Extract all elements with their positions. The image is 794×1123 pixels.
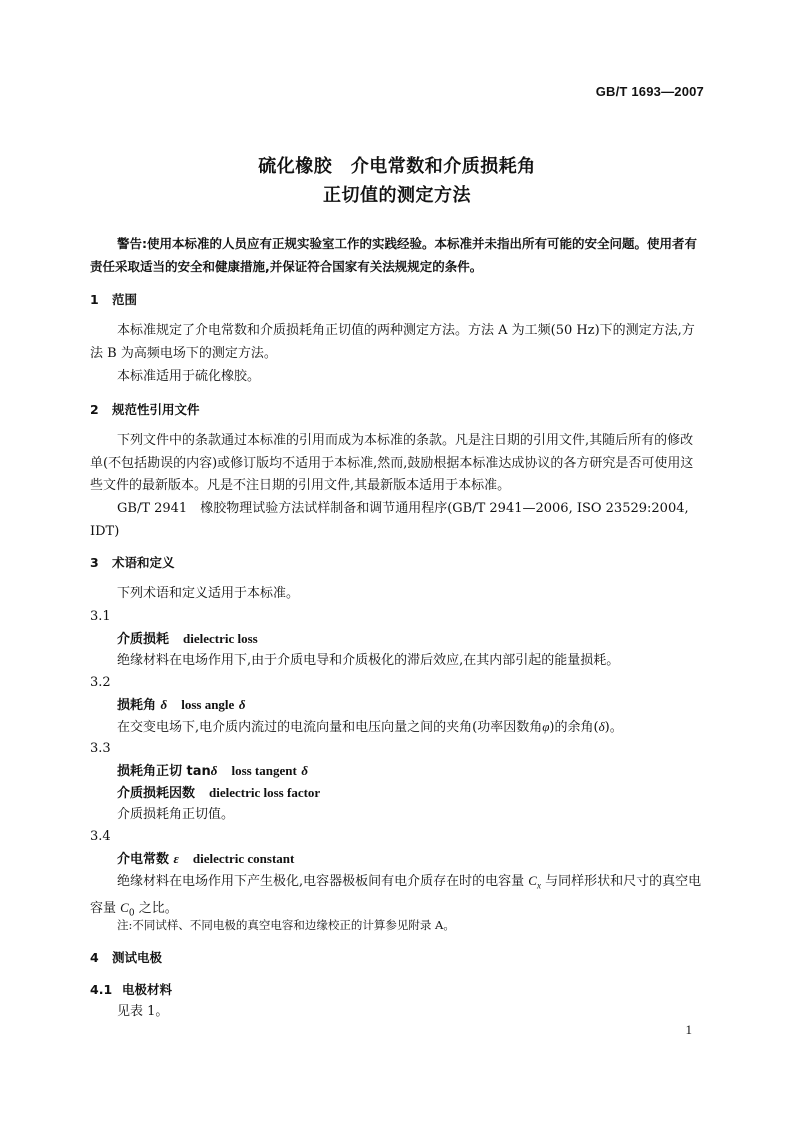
- term-3-2-number: 3.2: [90, 675, 111, 690]
- cx-subscript: x: [536, 880, 541, 891]
- section-2-title: 规范性引用文件: [112, 402, 200, 417]
- c0-subscript: 0: [128, 908, 135, 919]
- section-3-title: 术语和定义: [112, 555, 175, 570]
- term-3-2-symbol: δ: [160, 697, 168, 712]
- term-3-1-number: 3.1: [90, 609, 111, 624]
- section-4-heading: [90, 947, 702, 970]
- phi-symbol: φ: [542, 719, 550, 734]
- term-3-4-cn: 介电常数: [117, 852, 170, 867]
- page-number: 1: [685, 1022, 692, 1037]
- term-3-4-number: 3.4: [90, 829, 111, 844]
- section-3-number: 3: [90, 555, 99, 570]
- term-3-1-cn: 介质损耗: [117, 632, 170, 647]
- term-3-1-en: dielectric loss: [183, 631, 258, 646]
- term-3-4-en: dielectric constant: [192, 851, 295, 866]
- term-3-4-symbol: ε: [173, 851, 179, 866]
- section-4-1-heading: [90, 979, 702, 1002]
- term-3-3-number: 3.3: [90, 741, 111, 756]
- section-2-heading: [90, 399, 702, 422]
- term-3-1-name: [90, 628, 729, 652]
- term-3-2-definition: [90, 716, 729, 740]
- section-4-1-text: 见表 1。: [117, 1004, 169, 1019]
- section-1-paragraph-1: 本标准规定了介电常数和介质损耗角正切值的两种测定方法。方法 A 为工频(50 Hz)下的测定方法,方法 B 为高频电场下的测定方法。: [90, 323, 695, 361]
- section-1-paragraph-2: 本标准适用于硫化橡胶。: [117, 369, 261, 384]
- term-3-3-symbol: δ: [210, 763, 218, 778]
- term-3-3-cn: 损耗角正切 tan: [117, 764, 211, 779]
- section-2-paragraph-1: 下列文件中的条款通过本标准的引用而成为本标准的条款。凡是注日期的引用文件,其随后所有的修改单(不包括勘误的内容)或修订版均不适用于本标准,然而,鼓励根据本标准达成协议的各方研究是否可使用这些文件的最新版本。凡是不注日期的引用文件,其最新版本适用于本标准。: [90, 433, 694, 493]
- term-3-3-cn2: 介质损耗因数: [117, 786, 196, 801]
- term-3-2-en-symbol: δ: [238, 697, 246, 712]
- section-4-number: 4: [90, 950, 99, 965]
- term-3-3-en2: dielectric loss factor: [209, 785, 321, 800]
- term-3-2-def-b: )的余角(: [549, 720, 599, 735]
- term-3-3-name: [90, 760, 729, 784]
- term-3-2-def-a: 在交变电场下,电介质内流过的电流向量和电压向量之间的夹角(功率因数角: [117, 720, 543, 735]
- section-1-number: 1: [90, 292, 99, 307]
- term-3-3-en: loss tangent: [231, 763, 297, 778]
- section-4-1-number: 4.1: [90, 982, 113, 997]
- term-3-3-en-symbol: δ: [301, 763, 309, 778]
- term-3-4-def-c: 之比。: [138, 901, 178, 917]
- term-3-3-alt-name: [90, 782, 729, 806]
- term-3-2-en: loss angle: [181, 697, 235, 712]
- section-2-reference: GB/T 2941 橡胶物理试验方法试样制备和调节通用程序(GB/T 2941—2006, ISO 23529:2004, IDT): [90, 501, 689, 539]
- term-3-4-def-a: 绝缘材料在电场作用下产生极化,电容器极板间有电介质存在时的电容量: [117, 874, 525, 889]
- term-3-2-cn: 损耗角: [117, 698, 157, 713]
- term-3-4-name: [90, 848, 729, 872]
- title-line-1: 硫化橡胶 介电常数和介质损耗角: [258, 156, 536, 177]
- term-3-4-def-b: 与同样形状和尺寸的真空电容量: [90, 874, 702, 917]
- term-3-1-definition: 绝缘材料在电场作用下,由于介质电导和介质极化的滞后效应,在其内部引起的能量损耗。: [117, 653, 620, 668]
- section-1-heading: [90, 289, 702, 312]
- cx-symbol: C: [528, 873, 537, 888]
- section-3-heading: [90, 552, 702, 575]
- section-2-number: 2: [90, 402, 99, 417]
- delta-symbol: δ: [598, 719, 605, 734]
- section-4-1-title: 电极材料: [122, 982, 173, 997]
- section-3-intro: 下列术语和定义适用于本标准。: [117, 586, 300, 601]
- title-line-2: 正切值的测定方法: [323, 185, 471, 206]
- term-3-3-definition: 介质损耗角正切值。: [117, 807, 235, 822]
- standard-code: GB/T 1693—2007: [595, 84, 704, 99]
- c0-symbol: C: [120, 900, 129, 916]
- section-4-title: 测试电极: [112, 950, 163, 965]
- section-1-title: 范围: [112, 292, 138, 307]
- term-3-4-note: 注:不同试样、不同电极的真空电容和边缘校正的计算参见附录 A。: [117, 918, 455, 932]
- term-3-2-def-c: )。: [604, 720, 623, 735]
- warning-paragraph: 警告:使用本标准的人员应有正规实验室工作的实践经验。本标准并未指出所有可能的安全问题。使用者有责任采取适当的安全和健康措施,并保证符合国家有关法规规定的条件。: [90, 236, 698, 274]
- term-3-2-name: [90, 694, 729, 718]
